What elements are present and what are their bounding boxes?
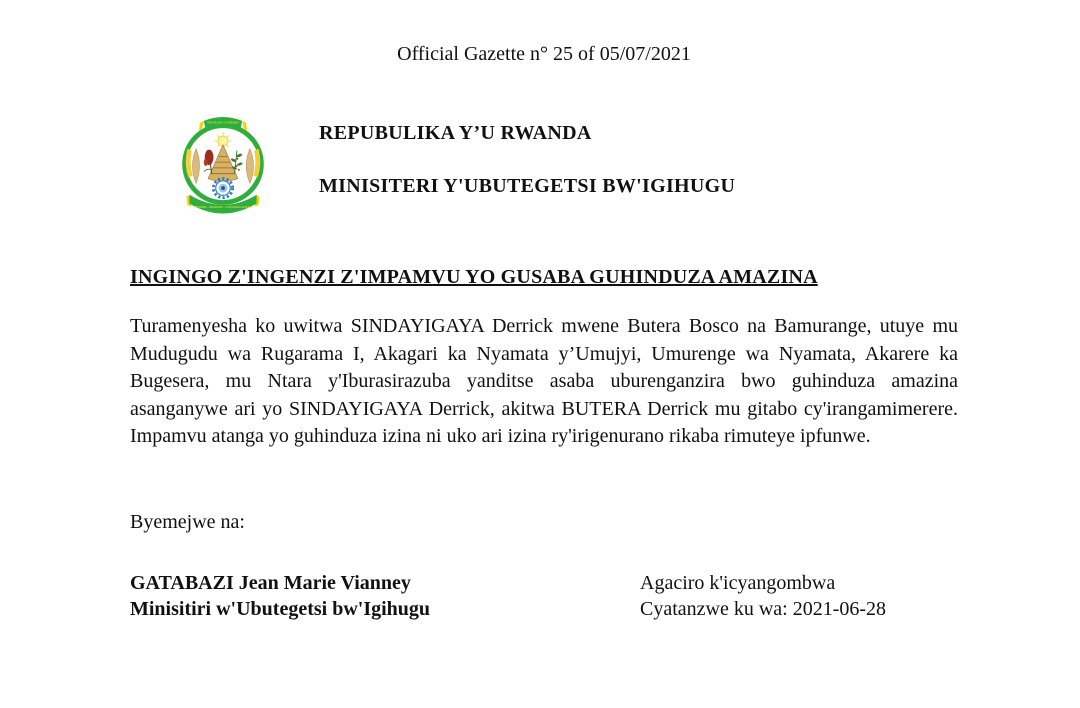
emblem-top-banner-text: REPUBULIKA Y'U RWANDA (207, 121, 239, 125)
signatory-name: GATABAZI Jean Marie Vianney (130, 571, 411, 594)
approval-label: Byemejwe na: (130, 510, 245, 533)
republic-title: REPUBULIKA Y’U RWANDA (319, 122, 592, 144)
emblem-motto-text: UBUMWE - UMURIMO - GUKUNDA IGIHUGU (193, 204, 253, 209)
signatory-block (130, 570, 640, 622)
issued-date-label: Cyatanzwe ku wa: 2021-06-28 (640, 597, 887, 620)
letterhead (130, 112, 958, 220)
letterhead-titles (319, 122, 735, 198)
rwanda-emblem-svg (175, 112, 271, 220)
document-value-label: Agaciro k'icyangombwa (640, 571, 836, 594)
validation-block (640, 570, 886, 622)
ministry-title: MINISITERI Y'UBUTEGETSI BW'IGIHUGU (319, 175, 736, 197)
section-heading: INGINGO Z'INGENZI Z'IMPAMVU YO GUSABA GUHINDUZA AMAZINA (130, 266, 818, 288)
rwanda-coat-of-arms-icon (175, 112, 271, 220)
body-paragraph: Turamenyesha ko uwitwa SINDAYIGAYA Derrick mwene Butera Bosco na Bamurange, utuye mu Mudugudu wa Rugarama I, Akagari ka Nyamata y’Umujyi, Umurenge wa Nyamata, Akarere ka Bugesera, mu Ntara y'Iburasirazuba yanditse asaba uburenganzira bwo guhinduza amazina asanganywe ari yo SINDAYIGAYA Derrick, akitwa BUTERA Derrick mu gitabo cy'irangamimerere. Impamvu atanga yo guhinduza izina ni uko ari izina ry'irigenurano rikaba rimuteye ipfunwe. (130, 315, 958, 447)
signature-block (130, 570, 958, 622)
gazette-header: Official Gazette n° 25 of 05/07/2021 (397, 43, 691, 65)
signatory-title: Minisitiri w'Ubutegetsi bw'Igihugu (130, 597, 431, 620)
